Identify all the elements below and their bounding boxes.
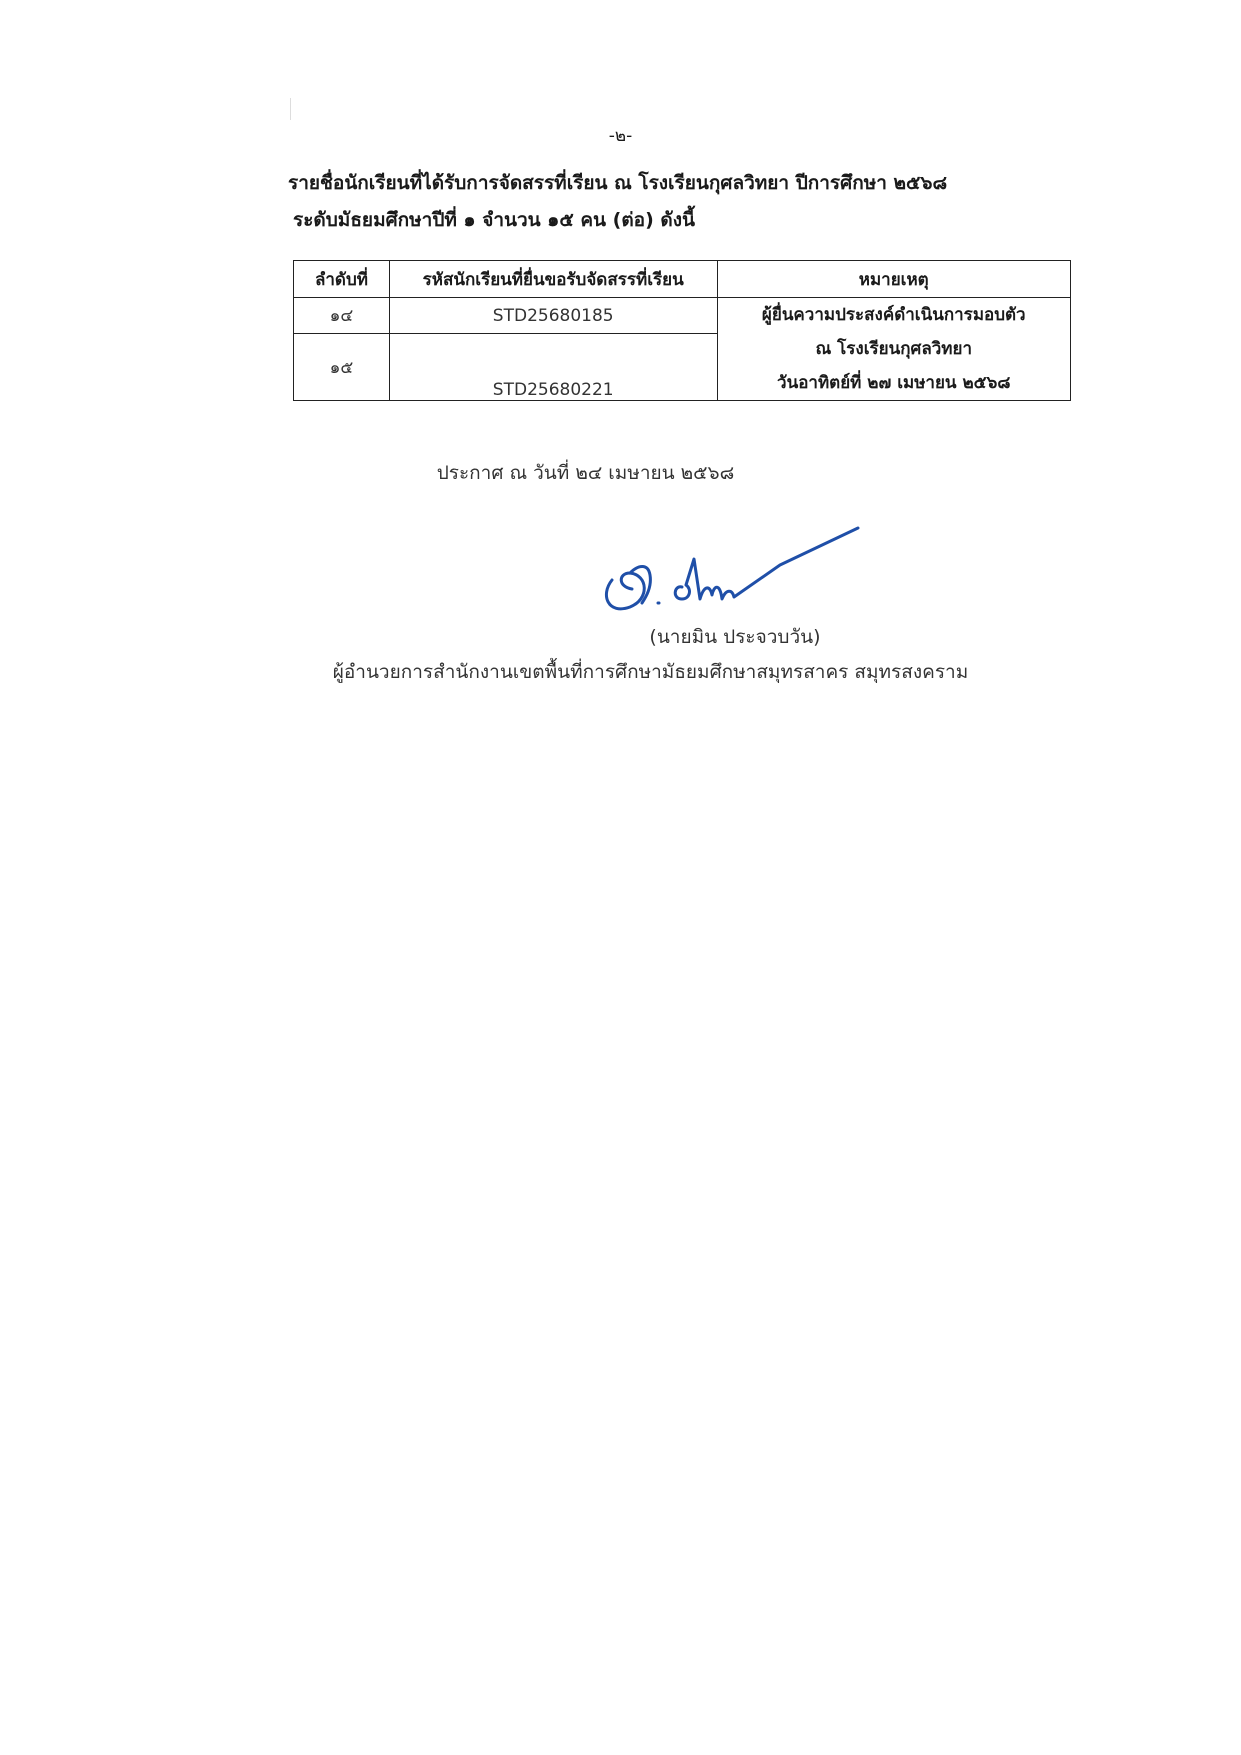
scan-artifact xyxy=(290,98,291,120)
remark-line-1: ผู้ยื่นความประสงค์ดำเนินการมอบตัว xyxy=(761,305,1026,325)
announcement-date: ประกาศ ณ วันที่ ๒๔ เมษายน ๒๕๖๘ xyxy=(436,462,735,484)
document-heading-line-2: ระดับมัธยมศึกษาปีที่ ๑ จำนวน ๑๕ คน (ต่อ) ดังนี้ xyxy=(293,209,695,231)
signer-title: ผู้อำนวยการสำนักงานเขตพื้นที่การศึกษามัธยมศึกษาสมุทรสาคร สมุทรสงคราม xyxy=(332,661,969,683)
handwritten-signature xyxy=(590,525,870,625)
table-header-row xyxy=(294,261,1071,298)
student-allocation-table xyxy=(293,260,1071,401)
remark-cell xyxy=(717,298,1071,401)
row-number: ๑๔ xyxy=(294,298,390,334)
remark-line-3: วันอาทิตย์ที่ ๒๗ เมษายน ๒๕๖๘ xyxy=(777,373,1011,393)
document-heading-line-1: รายชื่อนักเรียนที่ได้รับการจัดสรรที่เรียน ณ โรงเรียนกุศลวิทยา ปีการศึกษา ๒๕๖๘ xyxy=(288,172,948,194)
signer-name: (นายมิน ประจวบวัน) xyxy=(649,626,821,648)
page-number: -๒- xyxy=(608,126,633,146)
table-row xyxy=(294,298,1071,334)
student-id: STD25680185 xyxy=(389,298,717,334)
column-header-student-id: รหัสนักเรียนที่ยื่นขอรับจัดสรรที่เรียน xyxy=(389,261,717,298)
row-number: ๑๕ xyxy=(294,334,390,401)
student-id: STD25680221 xyxy=(389,334,717,401)
column-header-remark: หมายเหตุ xyxy=(717,261,1071,298)
remark-line-2: ณ โรงเรียนกุศลวิทยา xyxy=(815,339,973,359)
column-header-no: ลำดับที่ xyxy=(294,261,390,298)
